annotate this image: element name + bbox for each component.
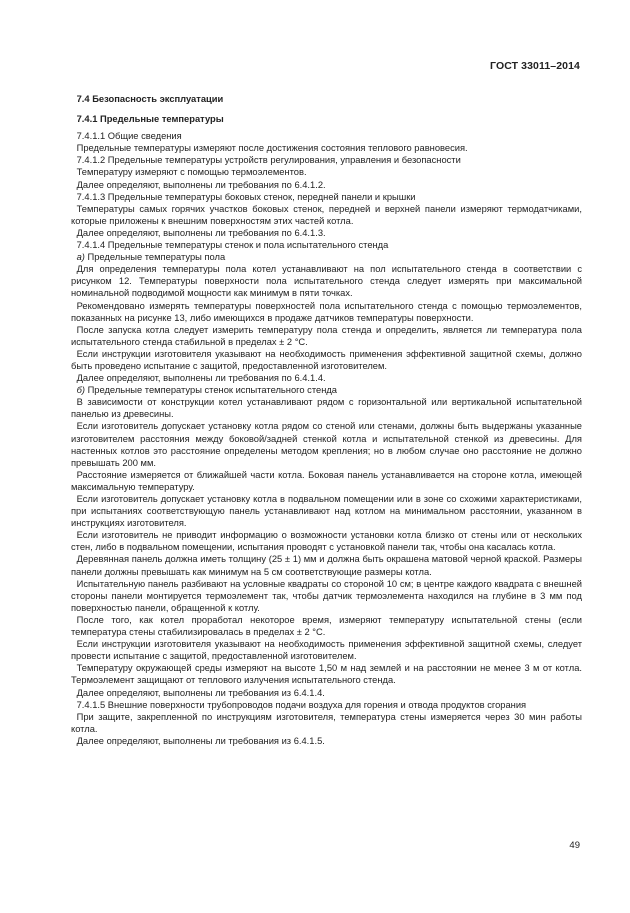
paragraph: Температуры самых горячих участков боковых стенок, передней и верхней панели измеряют термодатчиками, которые приложены к внешним поверхностям этих частей котла. [71,203,582,226]
paragraph: а) Предельные температуры пола [76,252,226,263]
paragraph: Далее определяют, выполнены ли требования из 6.4.1.5. [76,735,325,746]
paragraph: 7.4.1.4 Предельные температуры стенок и пола испытательного стенда [76,240,389,251]
paragraph: 7.4.1.2 Предельные температуры устройств регулирования, управления и безопасности [76,155,461,166]
paragraph: 7.4.1.3 Предельные температуры боковых стенок, передней панели и крышки [76,191,416,202]
paragraph: Если инструкции изготовителя указывают на необходимость применения эффективной защитной схемы, следует провести испытание с защитой, предоставленной изготовителем. [71,639,582,662]
paragraph: Далее определяют, выполнены ли требования по 6.4.1.4. [76,373,326,384]
paragraph: Далее определяют, выполнены ли требования из 6.4.1.4. [76,687,325,698]
paragraph: Если изготовитель допускает установку котла рядом со стеной или стенами, должны быть выдержаны указанные изготовителем расстояния между боковой/задней стенкой котла и испытательной стенкой из древесины. Для настенных котлов это расстояние определены методом крепления; но в любом случае оно расстояние не должно превышать 200 мм. [71,421,582,468]
paragraph: После того, как котел проработал некоторое время, измеряют температуру испытательной стены (если температура стены стабилизировалась в пределах ± 2 °С. [71,614,582,638]
list-letter: б) [76,385,85,396]
paragraph: Испытательную панель разбивают на условные квадраты со стороной 10 см; в центре каждого квадрата с внешней стороны панели монтируется термоэлемент так, чтобы датчик термоэлемента находился на глубине в 3 мм под поверхностью панели, обращенной к котлу. [71,578,582,613]
paragraph: Далее определяют, выполнены ли требования по 6.4.1.2. [76,179,326,190]
subsection-title: 7.4.1 Предельные температуры [76,114,224,125]
paragraph: Далее определяют, выполнены ли требования по 6.4.1.3. [76,227,326,238]
paragraph: Если изготовитель допускает установку котла в подвальном помещении или в зоне со схожими характеристиками, при испытаниях соответствующую панель устанавливают над котлом на минимальном расстоянии, указанном в инструкциях изготовителя. [71,494,582,529]
paragraph: Если инструкции изготовителя указывают на необходимость применения эффективной защитной схемы, должно быть проведено испытание с защитой, предоставленной изготовителем. [71,348,582,371]
paragraph: Предельные температуры измеряют после достижения состояния теплового равновесия. [76,143,468,154]
paragraph: Если изготовитель не приводит информацию о возможности установки котла близко от стены или от нескольких стен, либо в подвальном помещении, испытания проводят с установкой панели так, чтобы она касалась котла. [71,530,582,553]
paragraph: б) Предельные температуры стенок испытательного стенда [76,385,338,396]
paragraph: Температуру окружающей среды измеряют на высоте 1,50 м над землей и на расстоянии не менее 3 м от котла. Термоэлемент защищают от теплового излучения испытательного стенда. [71,663,582,686]
paragraph: После запуска котла следует измерить температуру пола стенда и определить, является ли температура пола испытательного стенда стабильной в пределах ± 2 °С. [71,324,582,347]
document-header: ГОСТ 33011–2014 [490,60,580,72]
paragraph: 7.4.1.5 Внешние поверхности трубопроводов подачи воздуха для горения и отвода продуктов сгорания [76,699,527,710]
section-title: 7.4 Безопасность эксплуатации [76,94,224,104]
paragraph: Для определения температуры пола котел устанавливают на пол испытательного стенда в соответствии с рисунком 12. Температуры поверхности пола испытательного стенда следует измерять при максимальной номинальной подводимой мощности как минимум в пяти точках. [71,264,582,299]
paragraph: Деревянная панель должна иметь толщину (25 ± 1) мм и должна быть окрашена матовой черной краской. Размеры панели должны превышать как минимум на 5 см соответствующие размеры котла. [71,554,582,577]
paragraph: В зависимости от конструкции котел устанавливают рядом с горизонтальной или вертикальной испытательной панелью из древесины. [71,397,582,420]
document-body [71,93,582,747]
paragraph: Расстояние измеряется от ближайшей части котла. Боковая панель устанавливается на стороне котла, имеющей максимальную температуру. [71,469,582,492]
page-number: 49 [569,840,580,851]
paragraph: Температуру измеряют с помощью термоэлементов. [76,167,307,178]
paragraph: При защите, закрепленной по инструкциям изготовителя, температура стены измеряется через 30 мин работы котла. [71,711,582,734]
paragraph: Рекомендовано измерять температуры поверхностей пола испытательного стенда с помощью термоэлементов, показанных на рисунке 13, либо имеющихся в продаже датчиков температуры поверхности. [71,300,582,323]
paragraph: 7.4.1.1 Общие сведения [76,131,182,142]
list-letter: а) [76,252,85,263]
